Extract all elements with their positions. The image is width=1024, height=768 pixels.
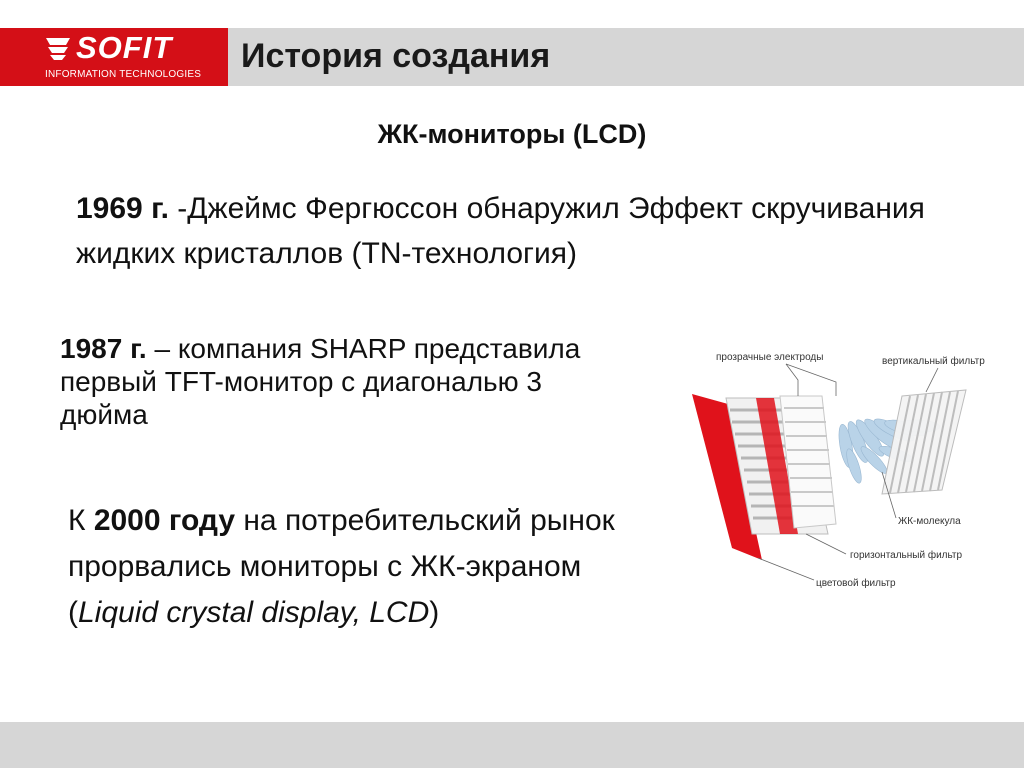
text-1987-line1: – компания SHARP представила xyxy=(146,333,581,364)
label-color-filter: цветовой фильтр xyxy=(816,578,896,589)
footer-bar xyxy=(0,722,1024,768)
text-2000-italic: Liquid crystal display, LCD xyxy=(78,596,430,629)
paragraph-2000 xyxy=(68,498,658,636)
logo-emblem-icon xyxy=(44,36,72,62)
logo-word: SOFIT xyxy=(76,30,173,65)
slide-title: История создания xyxy=(241,37,551,75)
year-1987: 1987 г. xyxy=(60,333,147,364)
text-1969: -Джеймс Фергюссон обнаружил Эффект скручивания жидких кристаллов (TN-технология) xyxy=(76,192,925,270)
paragraph-1969 xyxy=(76,186,956,276)
text-2000-mid: на потребительский рынок прорвались мониторы с ЖК-экраном ( xyxy=(68,504,615,629)
year-2000: 2000 году xyxy=(93,504,236,537)
label-lc-molecule: ЖК-молекула xyxy=(898,516,961,527)
slide-subtitle: ЖК-мониторы (LCD) xyxy=(377,119,647,149)
label-horizontal-filter: горизонтальный фильтр xyxy=(850,550,963,561)
text-2000-post: ) xyxy=(429,596,440,629)
label-vertical-filter: вертикальный фильтр xyxy=(882,356,985,367)
logo-subtitle: INFORMATION TECHNOLOGIES xyxy=(45,69,202,80)
lcd-layers-diagram xyxy=(686,338,1016,598)
text-2000-pre: К xyxy=(68,504,94,537)
year-1969: 1969 г. xyxy=(76,192,169,225)
paragraph-1987 xyxy=(60,332,668,442)
text-1987-line3: дюйма xyxy=(60,399,148,430)
label-electrodes: прозрачные электроды xyxy=(716,352,824,363)
text-1987-line2: первый TFT-монитор с диагональю 3 xyxy=(60,366,542,397)
